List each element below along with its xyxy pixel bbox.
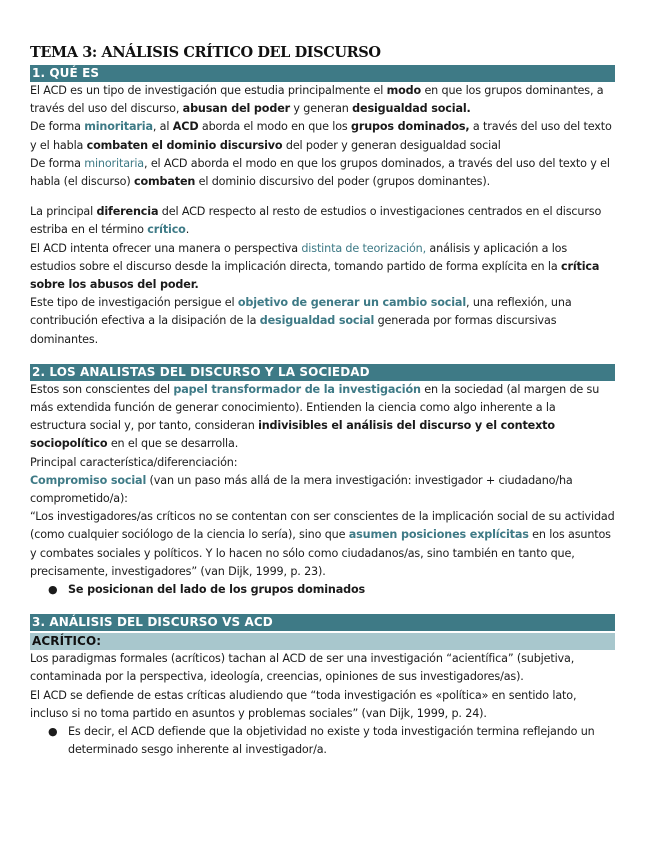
s1-paragraph-2: De forma minoritaria, al ACD aborda el modo en que los grupos dominados, a través del uso del texto y el habla combaten el dominio discursivo del poder y generan desigualdad social bbox=[30, 120, 612, 152]
s1-paragraph-1: El ACD es un tipo de investigación que estudia principalmente el modo en que los grupos dominantes, a través del uso del discurso, abusan del poder y generan desigualdad social. bbox=[30, 84, 604, 116]
s2-paragraph-1: Estos son conscientes del papel transformador de la investigación en la sociedad (al margen de su más extendida función de generar conocimiento). Entienden la ciencia como algo inherente a la estructura social y, por tanto, consideran indivisibles el análisis del discurso y el contexto sociopolítico en el que se desarrolla. bbox=[30, 382, 600, 451]
s3-paragraph-1: Los paradigmas formales (acríticos) tachan al ACD de ser una investigación “acientífica” (subjetiva, contaminada por la perspectiva, ideología, creencias, opiniones de sus investigadores/as). bbox=[30, 652, 575, 684]
list-item: ● Se posicionan del lado de los grupos dominados bbox=[48, 581, 615, 599]
s3-paragraph-2: El ACD se defiende de estas críticas aludiendo que “toda investigación es «política» en sentido lato, incluso si no toma partido en asuntos y problemas sociales” (van Dijk, 1999, p. 24). bbox=[30, 688, 577, 720]
s1-paragraph-3: De forma minoritaria, el ACD aborda el modo en que los grupos dominados, a través del uso del texto y el habla (el discurso) combaten el dominio discursivo del poder (grupos dominantes). bbox=[30, 156, 610, 189]
section-3-heading: 3. ANÁLISIS DEL DISCURSO VS ACD bbox=[30, 614, 615, 631]
section-2-heading: 2. LOS ANALISTAS DEL DISCURSO Y LA SOCIEDAD bbox=[30, 364, 615, 381]
s3-bullet-list bbox=[30, 723, 615, 759]
section-1-heading: 1. QUÉ ES bbox=[30, 65, 615, 82]
document-title: TEMA 3: ANÁLISIS CRÍTICO DEL DISCURSO bbox=[30, 44, 381, 61]
s2-bullet-list bbox=[30, 581, 615, 599]
bullet-icon: ● bbox=[48, 725, 58, 739]
bullet-icon: ● bbox=[48, 583, 58, 597]
section-3-subheading: ACRÍTICO: bbox=[30, 633, 615, 650]
s1-paragraph-6: Este tipo de investigación persigue el objetivo de generar un cambio social, una reflexión, una contribución efectiva a la disipación de la desigualdad social generada por formas discursivas dominantes. bbox=[30, 296, 572, 346]
list-item: ● Es decir, el ACD defiende que la objetividad no existe y toda investigación termina reflejando un determinado sesgo inherente al investigador/a. bbox=[48, 725, 595, 757]
s1-paragraph-5: El ACD intenta ofrecer una manera o perspectiva distinta de teorización, análisis y aplicación a los estudios sobre el discurso desde la implicación directa, tomando partido de forma explícita en la crítica sobre los abusos del poder. bbox=[30, 241, 600, 292]
s2-paragraph-3: Compromiso social (van un paso más allá de la mera investigación: investigador + ciudadano/ha comprometido/a): bbox=[30, 473, 573, 506]
s1-paragraph-4: La principal diferencia del ACD respecto al resto de estudios o investigaciones centrados en el discurso estriba en el término crítico. bbox=[30, 205, 602, 237]
s2-paragraph-2: Principal característica/diferenciación: bbox=[30, 455, 238, 469]
s2-quote: “Los investigadores/as críticos no se contentan con ser conscientes de la implicación social de su actividad (como cualquier sociólogo de la ciencia lo sería), sino que asumen posiciones explícitas en los asuntos y combates sociales y políticos. Y lo hacen no sólo como ciudadanos/as, sino también en tanto que, precisamente, investigadores” (van Dijk, 1999, p. 23). bbox=[30, 510, 615, 578]
